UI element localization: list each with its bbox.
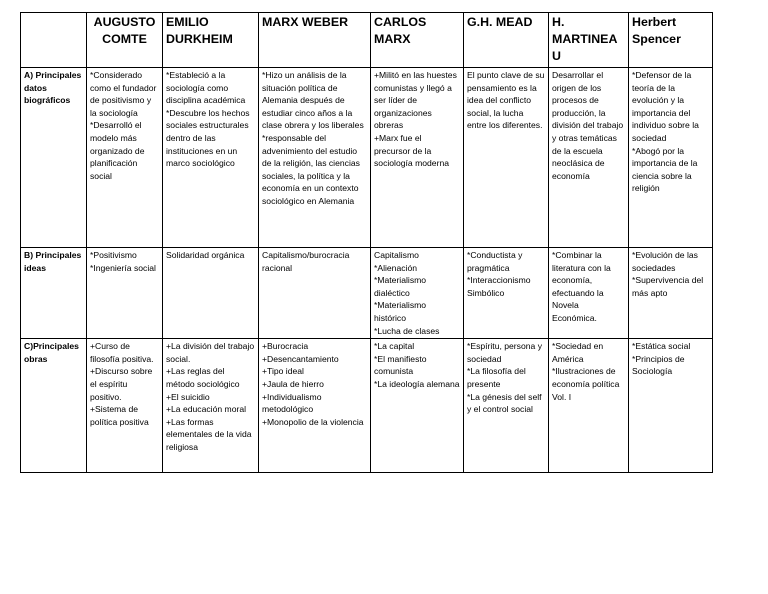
cell-entry: +Las formas elementales de la vida religiosa <box>166 416 252 452</box>
cell-entry: *Materialismo dialéctico <box>374 275 427 298</box>
row-label: C)Principales obras <box>21 339 87 473</box>
cell-entry: *Conductista y pragmática <box>467 250 523 273</box>
table-cell <box>464 339 549 473</box>
cell-entry: +El suicidio <box>166 391 210 402</box>
cell-entry: +La división del trabajo social. <box>166 341 255 364</box>
cell-entry: *Ilustraciones de economía política Vol. I <box>552 366 620 402</box>
cell-entry: *Ingeniería social <box>90 262 156 273</box>
cell-entry: *Espíritu, persona y sociedad <box>467 341 542 364</box>
row-label: A) Principales datos biográficos <box>21 68 87 248</box>
cell-entry: *Desarrolló el modelo más organizado de planificación social <box>90 120 145 181</box>
table-cell <box>163 68 259 248</box>
table-cell <box>464 68 549 248</box>
cell-entry: *responsable del advenimiento del estudio de la religión, las ciencias sociales, la política y la economía en un contexto sociológico en Alemania <box>262 132 360 206</box>
cell-entry: *Hizo un análisis de la situación política de Alemania después de estudiar cinco años a la clase obrera y los liberales <box>262 70 364 131</box>
cell-entry: +Tipo ideal <box>262 366 304 377</box>
cell-entry: +Curso de filosofía positiva. <box>90 341 154 364</box>
cell-entry: *La ideología alemana <box>374 378 460 389</box>
table-cell <box>629 248 713 339</box>
header-cell-spencer: Herbert Spencer <box>629 13 713 68</box>
header-cell-martineau: H. MARTINEAU <box>549 13 629 68</box>
cell-entry: *Descubre los hechos sociales estructurales dentro de las instituciones en un marco sociológico <box>166 107 250 169</box>
table-cell <box>371 68 464 248</box>
cell-entry: *Evolución de las sociedades <box>632 250 698 273</box>
table-cell <box>87 68 163 248</box>
cell-entry: *Principios de Sociología <box>632 353 685 377</box>
table-cell <box>549 68 629 248</box>
cell-entry: +Discurso sobre el espíritu positivo. <box>90 366 153 402</box>
table-cell <box>87 248 163 339</box>
cell-entry: *Interaccionismo Simbólico <box>467 275 531 298</box>
table-cell <box>371 248 464 339</box>
cell-entry: *La génesis del self y el control social <box>467 391 542 415</box>
table-cell <box>464 248 549 339</box>
table-cell <box>549 248 629 339</box>
cell-entry: *Materialismo histórico <box>374 300 427 323</box>
cell-entry: *Estableció a la sociología como disciplina académica <box>166 70 246 106</box>
cell-entry: *Alienación <box>374 262 417 273</box>
table-cell <box>87 339 163 473</box>
cell-entry: +Individualismo metodológico <box>262 391 322 415</box>
cell-entry: +Burocracia <box>262 341 309 352</box>
table-cell <box>259 339 371 473</box>
comparison-table <box>20 12 713 473</box>
table-cell <box>629 339 713 473</box>
header-cell-empty <box>21 13 87 68</box>
cell-entry: *La capital <box>374 341 415 352</box>
table-cell <box>259 68 371 248</box>
cell-entry: *Lucha de clases <box>374 325 440 336</box>
table-cell <box>163 339 259 473</box>
cell-entry: *Sociedad en América <box>552 341 604 364</box>
cell-entry: +La educación moral <box>166 404 247 415</box>
cell-entry: *Abogó por la importancia de la ciencia sobre la religión <box>632 145 698 194</box>
cell-entry: *Estática social <box>632 341 691 352</box>
cell-entry: *El manifiesto comunista <box>374 353 427 377</box>
table-row <box>21 68 713 248</box>
table-cell <box>371 339 464 473</box>
header-cell-marx: CARLOS MARX <box>371 13 464 68</box>
table-cell <box>629 68 713 248</box>
header-cell-comte: AUGUSTO COMTE <box>87 13 163 68</box>
cell-entry: +Desencantamiento <box>262 353 339 364</box>
cell-entry: *La filosofía del presente <box>467 366 526 389</box>
table-cell <box>259 248 371 339</box>
cell-entry: Solidaridad orgánica <box>166 250 245 260</box>
table-row <box>21 339 713 473</box>
header-cell-mead: G.H. MEAD <box>464 13 549 68</box>
table-cell <box>163 248 259 339</box>
cell-entry: +Militó en las huestes comunistas y llegó a ser líder de organizaciones obreras <box>374 70 457 131</box>
cell-entry: +Jaula de hierro <box>262 378 324 389</box>
cell-entry: Capitalismo <box>374 250 419 260</box>
cell-entry: *Defensor de la teoría de la evolución y la importancia del individuo sobre la sociedad <box>632 70 699 143</box>
table-row <box>21 248 713 339</box>
cell-entry: +Las reglas del método sociológico <box>166 366 240 389</box>
cell-entry: +Marx fue el precursor de la sociología moderna <box>374 132 450 169</box>
header-row <box>21 13 713 68</box>
cell-entry: +Monopolio de la violencia <box>262 416 364 427</box>
cell-entry: +Sistema de política positiva <box>90 404 149 427</box>
cell-entry: Desarrollar el origen de los procesos de producción, la división del trabajo y otras temáticas de la escuela neoclásica de economía <box>552 70 624 181</box>
row-label: B) Principales ideas <box>21 248 87 339</box>
cell-entry: *Supervivencia del más apto <box>632 275 704 298</box>
cell-entry: Capitalismo/burocracia racional <box>262 250 350 273</box>
header-cell-durkheim: EMILIO DURKHEIM <box>163 13 259 68</box>
cell-entry: *Combinar la literatura con la economía, efectuando la Novela Económica. <box>552 250 611 323</box>
cell-entry: *Positivismo <box>90 250 137 260</box>
header-cell-weber: MARX WEBER <box>259 13 371 68</box>
table-cell <box>549 339 629 473</box>
cell-entry: *Considerado como el fundador de positivismo y la sociología <box>90 70 157 118</box>
cell-entry: El punto clave de su pensamiento es la idea del conflicto social, la lucha entre los diferentes. <box>467 70 545 131</box>
